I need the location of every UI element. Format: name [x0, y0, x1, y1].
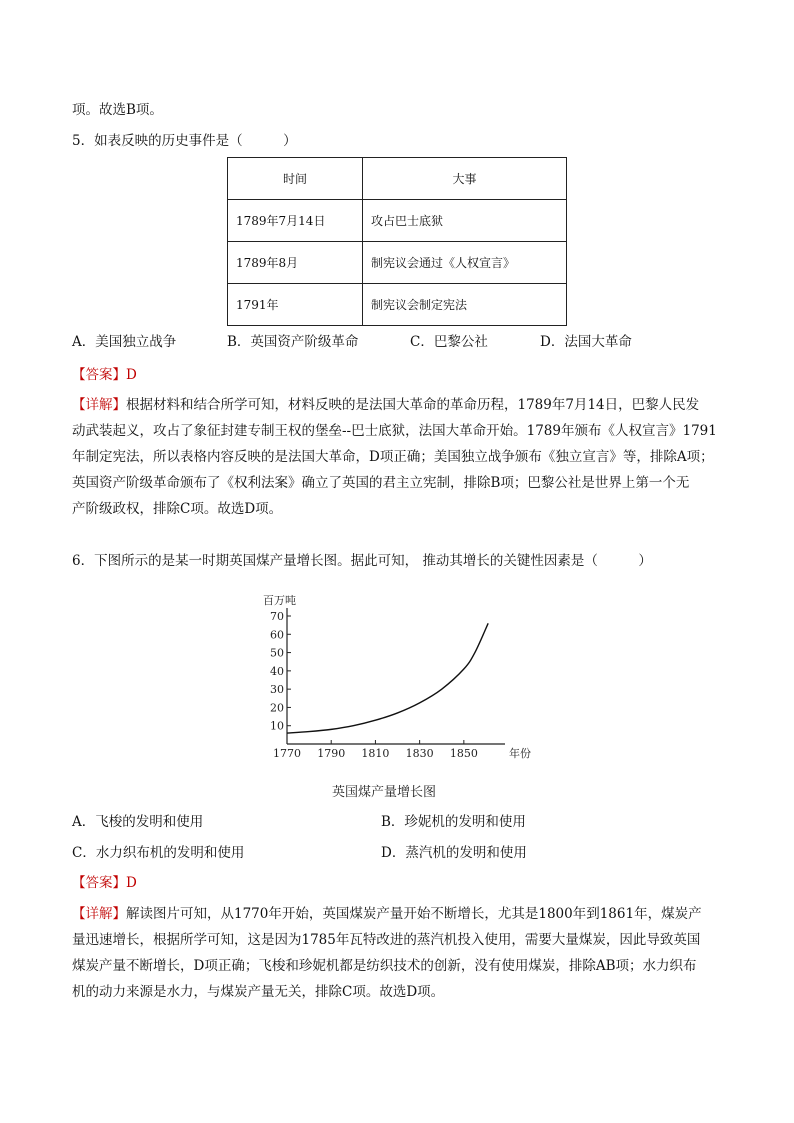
- question-6: 6．下图所示的是某一时期英国煤产量增长图。据此可知， 推动其增长的关键性因素是（ ）: [72, 553, 652, 569]
- events-table: [227, 157, 567, 326]
- answer-label: 【答案】: [72, 367, 126, 383]
- table-cell-event: 攻占巴士底狱: [363, 200, 567, 242]
- table-row: [228, 284, 567, 326]
- q5-option-d: D．法国大革命: [540, 334, 632, 350]
- q6-answer: [72, 873, 137, 893]
- table-cell-time: 1791年: [228, 284, 363, 326]
- q5-option-c: C．巴黎公社: [410, 334, 488, 350]
- detail-label: 【详解】: [72, 906, 126, 922]
- x-tick-label: 1850: [449, 747, 478, 760]
- answer-value: D: [126, 875, 137, 891]
- y-tick-label: 40: [270, 664, 284, 678]
- q5-answer: [72, 365, 137, 385]
- detail-line: 煤炭产量不断增长，D项正确；飞梭和珍妮机都是纺织技术的创新，没有使用煤炭，排除AB项；水力织布: [72, 958, 697, 974]
- detail-line: 量迅速增长，根据所学可知，这是因为1785年瓦特改进的蒸汽机投入使用，需要大量煤炭，因此导致英国: [72, 932, 701, 948]
- y-tick-label: 30: [270, 683, 284, 697]
- x-tick-label: 1810: [361, 747, 390, 760]
- table-cell-event: 制宪议会制定宪法: [363, 284, 567, 326]
- q6-detail: [72, 901, 724, 1005]
- table-cell-time: 1789年8月: [228, 242, 363, 284]
- y-axis-label: 百万吨: [263, 594, 296, 607]
- y-tick-label: 50: [270, 646, 284, 660]
- detail-line: 根据材料和结合所学可知，材料反映的是法国大革命的革命历程，1789年7月14日，巴黎人民发: [126, 397, 700, 413]
- x-tick-label: 1830: [405, 747, 434, 760]
- detail-line: 解读图片可知，从1770年开始，英国煤炭产量开始不断增长，尤其是1800年到1861年，煤炭产: [126, 906, 702, 922]
- detail-line: 年制定宪法，所以表格内容反映的是法国大革命，D项正确；美国独立战争颁布《独立宣言》等，排除A项；: [72, 449, 714, 465]
- detail-label: 【详解】: [72, 397, 126, 413]
- q5-detail: [72, 392, 724, 522]
- detail-line: 动武装起义，攻占了象征封建专制王权的堡垒--巴士底狱，法国大革命开始。1789年颁布《人权宣言》1791: [72, 423, 717, 439]
- detail-line: 机的动力来源是水力，与煤炭产量无关，排除C项。故选D项。: [72, 984, 445, 1000]
- q6-option-a: A．飞梭的发明和使用: [72, 814, 204, 830]
- table-row: [228, 200, 567, 242]
- q6-option-c: C．水力织布机的发明和使用: [72, 845, 245, 861]
- x-tick-label: 1790: [317, 747, 346, 760]
- coal-production-series-line: [287, 623, 488, 733]
- table-header-event: 大事: [363, 158, 567, 200]
- detail-line: 英国资产阶级革命颁布了《权利法案》确立了英国的君主立宪制，排除B项；巴黎公社是世界上第一个无: [72, 475, 690, 491]
- answer-value: D: [126, 367, 137, 383]
- table-row: [228, 242, 567, 284]
- table-header-time: 时间: [228, 158, 363, 200]
- answer-label: 【答案】: [72, 875, 126, 891]
- q6-option-d: D．蒸汽机的发明和使用: [381, 845, 527, 861]
- y-tick-label: 10: [270, 719, 284, 733]
- table-header-row: [228, 158, 567, 200]
- question-5: 5．如表反映的历史事件是（ ）: [72, 133, 297, 149]
- chart-title: 英国煤产量增长图: [331, 785, 437, 800]
- y-tick-label: 70: [270, 610, 284, 623]
- coal-production-chart: [255, 586, 545, 804]
- q5-option-b: B．英国资产阶级革命: [227, 334, 359, 350]
- x-tick-label: 1770: [273, 747, 301, 760]
- table-cell-time: 1789年7月14日: [228, 200, 363, 242]
- y-tick-label: 60: [270, 628, 284, 642]
- x-axis-label: 年份: [509, 747, 531, 760]
- y-tick-label: 20: [270, 701, 284, 715]
- q6-option-b: B．珍妮机的发明和使用: [381, 814, 526, 830]
- prev-answer-tail: 项。故选B项。: [72, 102, 163, 118]
- table-cell-event: 制宪议会通过《人权宣言》: [363, 242, 567, 284]
- detail-line: 产阶级政权，排除C项。故选D项。: [72, 501, 283, 517]
- q5-option-a: A．美国独立战争: [72, 334, 177, 350]
